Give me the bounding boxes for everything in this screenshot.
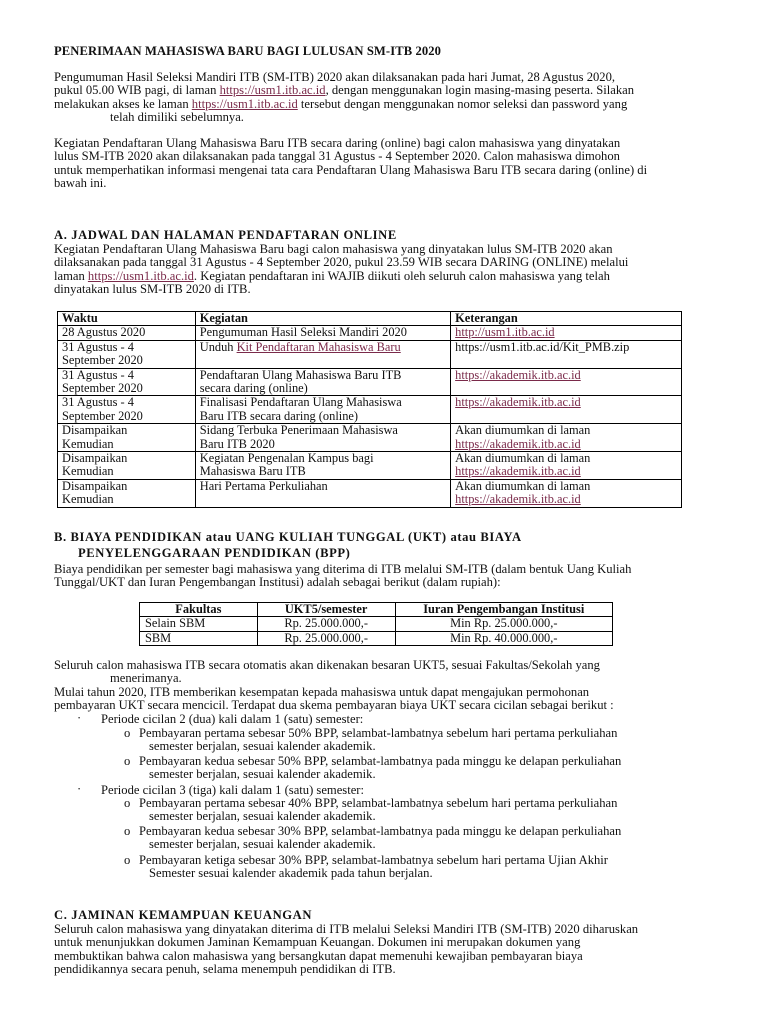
text-line: untuk memperhatikan informasi mengenai tata cara Pendaftaran Ulang Mahasiswa Baru ITB secara daring (online) di [54,162,648,177]
column-header: Iuran Pengembangan Institusi [395,603,612,617]
intro-paragraph-2 [54,137,714,191]
sub-bullet-icon: o [124,796,131,810]
cell-waktu [58,424,196,452]
text-line: semester berjalan, sesuai kalender akademik. [149,809,376,824]
text-span: , dengan menggunakan login masing-masing peserta. Silakan [325,83,635,98]
scheme-1-item-1 [139,727,617,754]
text-span: . Kegiatan pendaftaran ini WAJIB diikuti oleh seluruh calon mahasiswa yang telah [193,268,610,283]
cell-text: Finalisasi Pendaftaran Ulang Mahasiswa [199,395,402,410]
text-span: melakukan akses ke laman [54,96,192,111]
sub-bullet-icon: o [124,824,131,838]
cell-text: 31 Agustus - 4 [62,395,134,410]
cell-keterangan [451,326,682,340]
scheme-2-label: Periode cicilan 3 (tiga) kali dalam 1 (satu) semester: [101,783,364,797]
column-header: UKT5/semester [257,603,395,617]
text-line: Kegiatan Pendaftaran Ulang Mahasiswa Baru ITB secara daring (online) bagi calon mahasiswa yang dinyatakan [54,136,621,150]
column-header: Fakultas [140,603,258,617]
text-line: Tunggal/UKT dan Iuran Pengembangan Institusi) adalah sebagai berikut (dalam rupiah): [54,575,501,590]
cell-text: Disampaikan [62,478,128,493]
kit-download-link[interactable]: Kit Pendaftaran Mahasiswa Baru [236,339,401,354]
sub-bullet-icon: o [124,726,131,740]
usm-link[interactable]: https://usm1.itb.ac.id [87,268,194,283]
text-line [54,270,714,283]
text-line: pendidikannya secara penuh, selama menempuh pendidikan di ITB. [54,962,396,977]
cell-waktu [58,326,196,340]
cell-keterangan [451,424,682,452]
table-row [58,326,682,340]
cell-keterangan [451,368,682,396]
table-row [58,396,682,424]
akademik-link[interactable]: https://akademik.itb.ac.id [455,492,581,507]
table-row [140,631,613,645]
text-span: laman [54,268,88,283]
text-span: pukul 05.00 WIB pagi, di laman [54,83,220,98]
cell-kegiatan [195,326,450,340]
cell-ukt: Rp. 25.000.000,- [257,631,395,645]
section-b-heading-continued: PENYELENGGARAAN PENDIDIKAN (BPP) [78,546,351,560]
text-line: Pembayaran pertama sebesar 40% BPP, selambat-lambatnya sebelum hari pertama perkuliahan [139,796,618,810]
table-row [140,617,613,631]
section-b-heading: B. BIAYA PENDIDIKAN atau UANG KULIAH TUNGGAL (UKT) atau BIAYA [54,530,522,544]
cell-text: Disampaikan [62,451,128,466]
usm-link[interactable]: https://usm1.itb.ac.id [191,96,298,111]
cell-text: 31 Agustus - 4 [62,367,134,382]
text-line [54,98,714,111]
akademik-link[interactable]: https://akademik.itb.ac.id [455,464,581,479]
column-header: Kegiatan [195,312,450,326]
column-header: Waktu [58,312,196,326]
text-line: Mulai tahun 2020, ITB memberikan kesempatan kepada mahasiswa untuk dapat mengajukan permohonan [54,684,590,699]
cell-kegiatan [195,340,450,368]
text-line: bawah ini. [54,176,107,191]
cell-text: Pendaftaran Ulang Mahasiswa Baru ITB [199,367,402,382]
sub-bullet-icon: o [124,754,131,768]
cell-text: Akan diumumkan di laman [455,451,591,466]
text-line: untuk menunjukkan dokumen Jaminan Kemampuan Keuangan. Dokumen ini merupakan dokumen yang [54,935,581,950]
cell-keterangan [451,340,682,368]
text-line: semester berjalan, sesuai kalender akademik. [149,837,376,852]
text-line: pembayaran UKT secara mencicil. Terdapat dua skema pembayaran biaya UKT secara cicilan sebagai berikut : [54,698,614,713]
cell-text: 31 Agustus - 4 [62,339,134,354]
text-line: semester berjalan, sesuai kalender akademik. [149,767,376,782]
text-line: dinyatakan lulus SM-ITB 2020 di ITB. [54,282,251,297]
table-row [58,424,682,452]
cell-kegiatan [195,479,450,507]
text-line: dilaksanakan pada tanggal 31 Agustus - 4 September 2020, pukul 23.59 WIB secara DARING (ONLINE) melalui [54,255,629,270]
fee-table [139,602,613,646]
column-header: Keterangan [451,312,682,326]
table-row [58,452,682,480]
text-line: telah dimiliki sebelumnya. [110,110,244,125]
cell-iuran: Min Rp. 25.000.000,- [395,617,612,631]
text-line: semester berjalan, sesuai kalender akademik. [149,739,376,754]
schedule-table [57,311,682,508]
cell-text: Akan diumumkan di laman [455,423,591,438]
table-row [58,368,682,396]
cell-text: Kemudian [62,436,114,451]
scheme-1-label: Periode cicilan 2 (dua) kali dalam 1 (satu) semester: [101,712,364,726]
section-a-heading: A. JADWAL DAN HALAMAN PENDAFTARAN ONLINE [54,228,397,242]
cell-text: September 2020 [62,353,143,368]
cell-text: September 2020 [62,381,143,396]
table-header-row [140,603,613,617]
cell-waktu [58,479,196,507]
usm-link[interactable]: http://usm1.itb.ac.id [455,325,555,340]
cell-kegiatan [195,424,450,452]
text-line: Seluruh calon mahasiswa yang dinyatakan diterima di ITB melalui Seleksi Mandiri ITB (SM-ITB) 2020 diharuskan [54,922,639,936]
section-c-paragraph [54,923,714,977]
cell-text: Akan diumumkan di laman [455,478,591,493]
cell-text: Disampaikan [62,423,128,438]
text-line: Kegiatan Pendaftaran Ulang Mahasiswa Baru bagi calon mahasiswa yang dinyatakan lulus SM-ITB 2020 akan [54,242,613,256]
scheme-1-item-2 [139,755,621,782]
text-line: Pembayaran kedua sebesar 50% BPP, selambat-lambatnya pada minggu ke delapan perkuliahan [139,754,622,768]
text-line: Pembayaran ketiga sebesar 30% BPP, selambat-lambatnya sebelum hari pertama Ujian Akhir [139,853,608,867]
text-line [54,84,714,97]
text-line: lulus SM-ITB 2020 akan dilaksanakan pada tanggal 31 Agustus - 4 September 2020. Calon mahasiswa dimohon [54,149,620,164]
table-row [58,479,682,507]
cell-fakultas: Selain SBM [140,617,258,631]
text-line: Semester sesuai kalender akademik pada tahun berjalan. [149,866,433,881]
cell-waktu [58,452,196,480]
cell-text: Sidang Terbuka Penerimaan Mahasiswa [199,423,398,438]
text-line: Pengumuman Hasil Seleksi Mandiri ITB (SM-ITB) 2020 akan dilaksanakan pada hari Jumat, 28 Agustus 2020, [54,70,616,84]
table-header-row [58,312,682,326]
akademik-link[interactable]: https://akademik.itb.ac.id [455,395,581,410]
kit-url-text: https://usm1.itb.ac.id/Kit_PMB.zip [455,339,630,354]
sub-bullet-icon: o [124,853,131,867]
text-span: tersebut dengan menggunakan nomor seleksi dan password yang [297,96,628,111]
akademik-link[interactable]: https://akademik.itb.ac.id [455,436,581,451]
akademik-link[interactable]: https://akademik.itb.ac.id [455,367,581,382]
cell-waktu [58,368,196,396]
cell-text: Baru ITB 2020 [199,436,275,451]
cell-keterangan [451,452,682,480]
usm-link[interactable]: https://usm1.itb.ac.id [219,83,326,98]
cell-keterangan [451,479,682,507]
cell-waktu [58,340,196,368]
cell-text: secara daring (online) [199,381,308,396]
text-line: menerimanya. [110,671,182,686]
section-b-paragraph [54,563,714,590]
cell-iuran: Min Rp. 40.000.000,- [395,631,612,645]
cell-text: Pengumuman Hasil Seleksi Mandiri 2020 [199,325,407,340]
cell-text: Kemudian [62,464,114,479]
table-row [58,340,682,368]
scheme-2-item-1 [139,797,617,824]
cell-waktu [58,396,196,424]
cell-kegiatan [195,368,450,396]
document-title: PENERIMAAN MAHASISWA BARU BAGI LULUSAN SM-ITB 2020 [54,44,442,58]
cell-kegiatan [195,396,450,424]
cell-text: September 2020 [62,408,143,423]
cell-keterangan [451,396,682,424]
cell-text: Hari Pertama Perkuliahan [199,478,328,493]
bullet-icon: · [77,711,82,725]
intro-paragraph-1 [54,71,714,125]
cell-text: Baru ITB secara daring (online) [199,408,359,423]
text-line: Pembayaran pertama sebesar 50% BPP, selambat-lambatnya sebelum hari pertama perkuliahan [139,726,618,740]
cell-fakultas: SBM [140,631,258,645]
text-line: Seluruh calon mahasiswa ITB secara otomatis akan dikenakan besaran UKT5, sesuai Fakultas/Sekolah yang [54,658,600,672]
section-b-after-paragraph [54,659,714,713]
text-line: Biaya pendidikan per semester bagi mahasiswa yang diterima di ITB melalui SM-ITB (dalam bentuk Uang Kuliah [54,562,632,576]
scheme-2-item-3 [139,854,608,881]
cell-text: 28 Agustus 2020 [62,325,146,340]
cell-text: Unduh [199,339,237,354]
bullet-icon: · [77,782,82,796]
text-line: membuktikan bahwa calon mahasiswa yang bersangkutan dapat memenuhi kewajiban pembayaran biaya [54,948,583,963]
cell-text: Kemudian [62,492,114,507]
section-a-paragraph [54,243,714,297]
cell-text: Kegiatan Pengenalan Kampus bagi [199,451,374,466]
text-line: Pembayaran kedua sebesar 30% BPP, selambat-lambatnya pada minggu ke delapan perkuliahan [139,824,622,838]
cell-text: Mahasiswa Baru ITB [199,464,306,479]
section-c-heading: C. JAMINAN KEMAMPUAN KEUANGAN [54,908,313,922]
scheme-2-item-2 [139,825,621,852]
cell-kegiatan [195,452,450,480]
cell-ukt: Rp. 25.000.000,- [257,617,395,631]
